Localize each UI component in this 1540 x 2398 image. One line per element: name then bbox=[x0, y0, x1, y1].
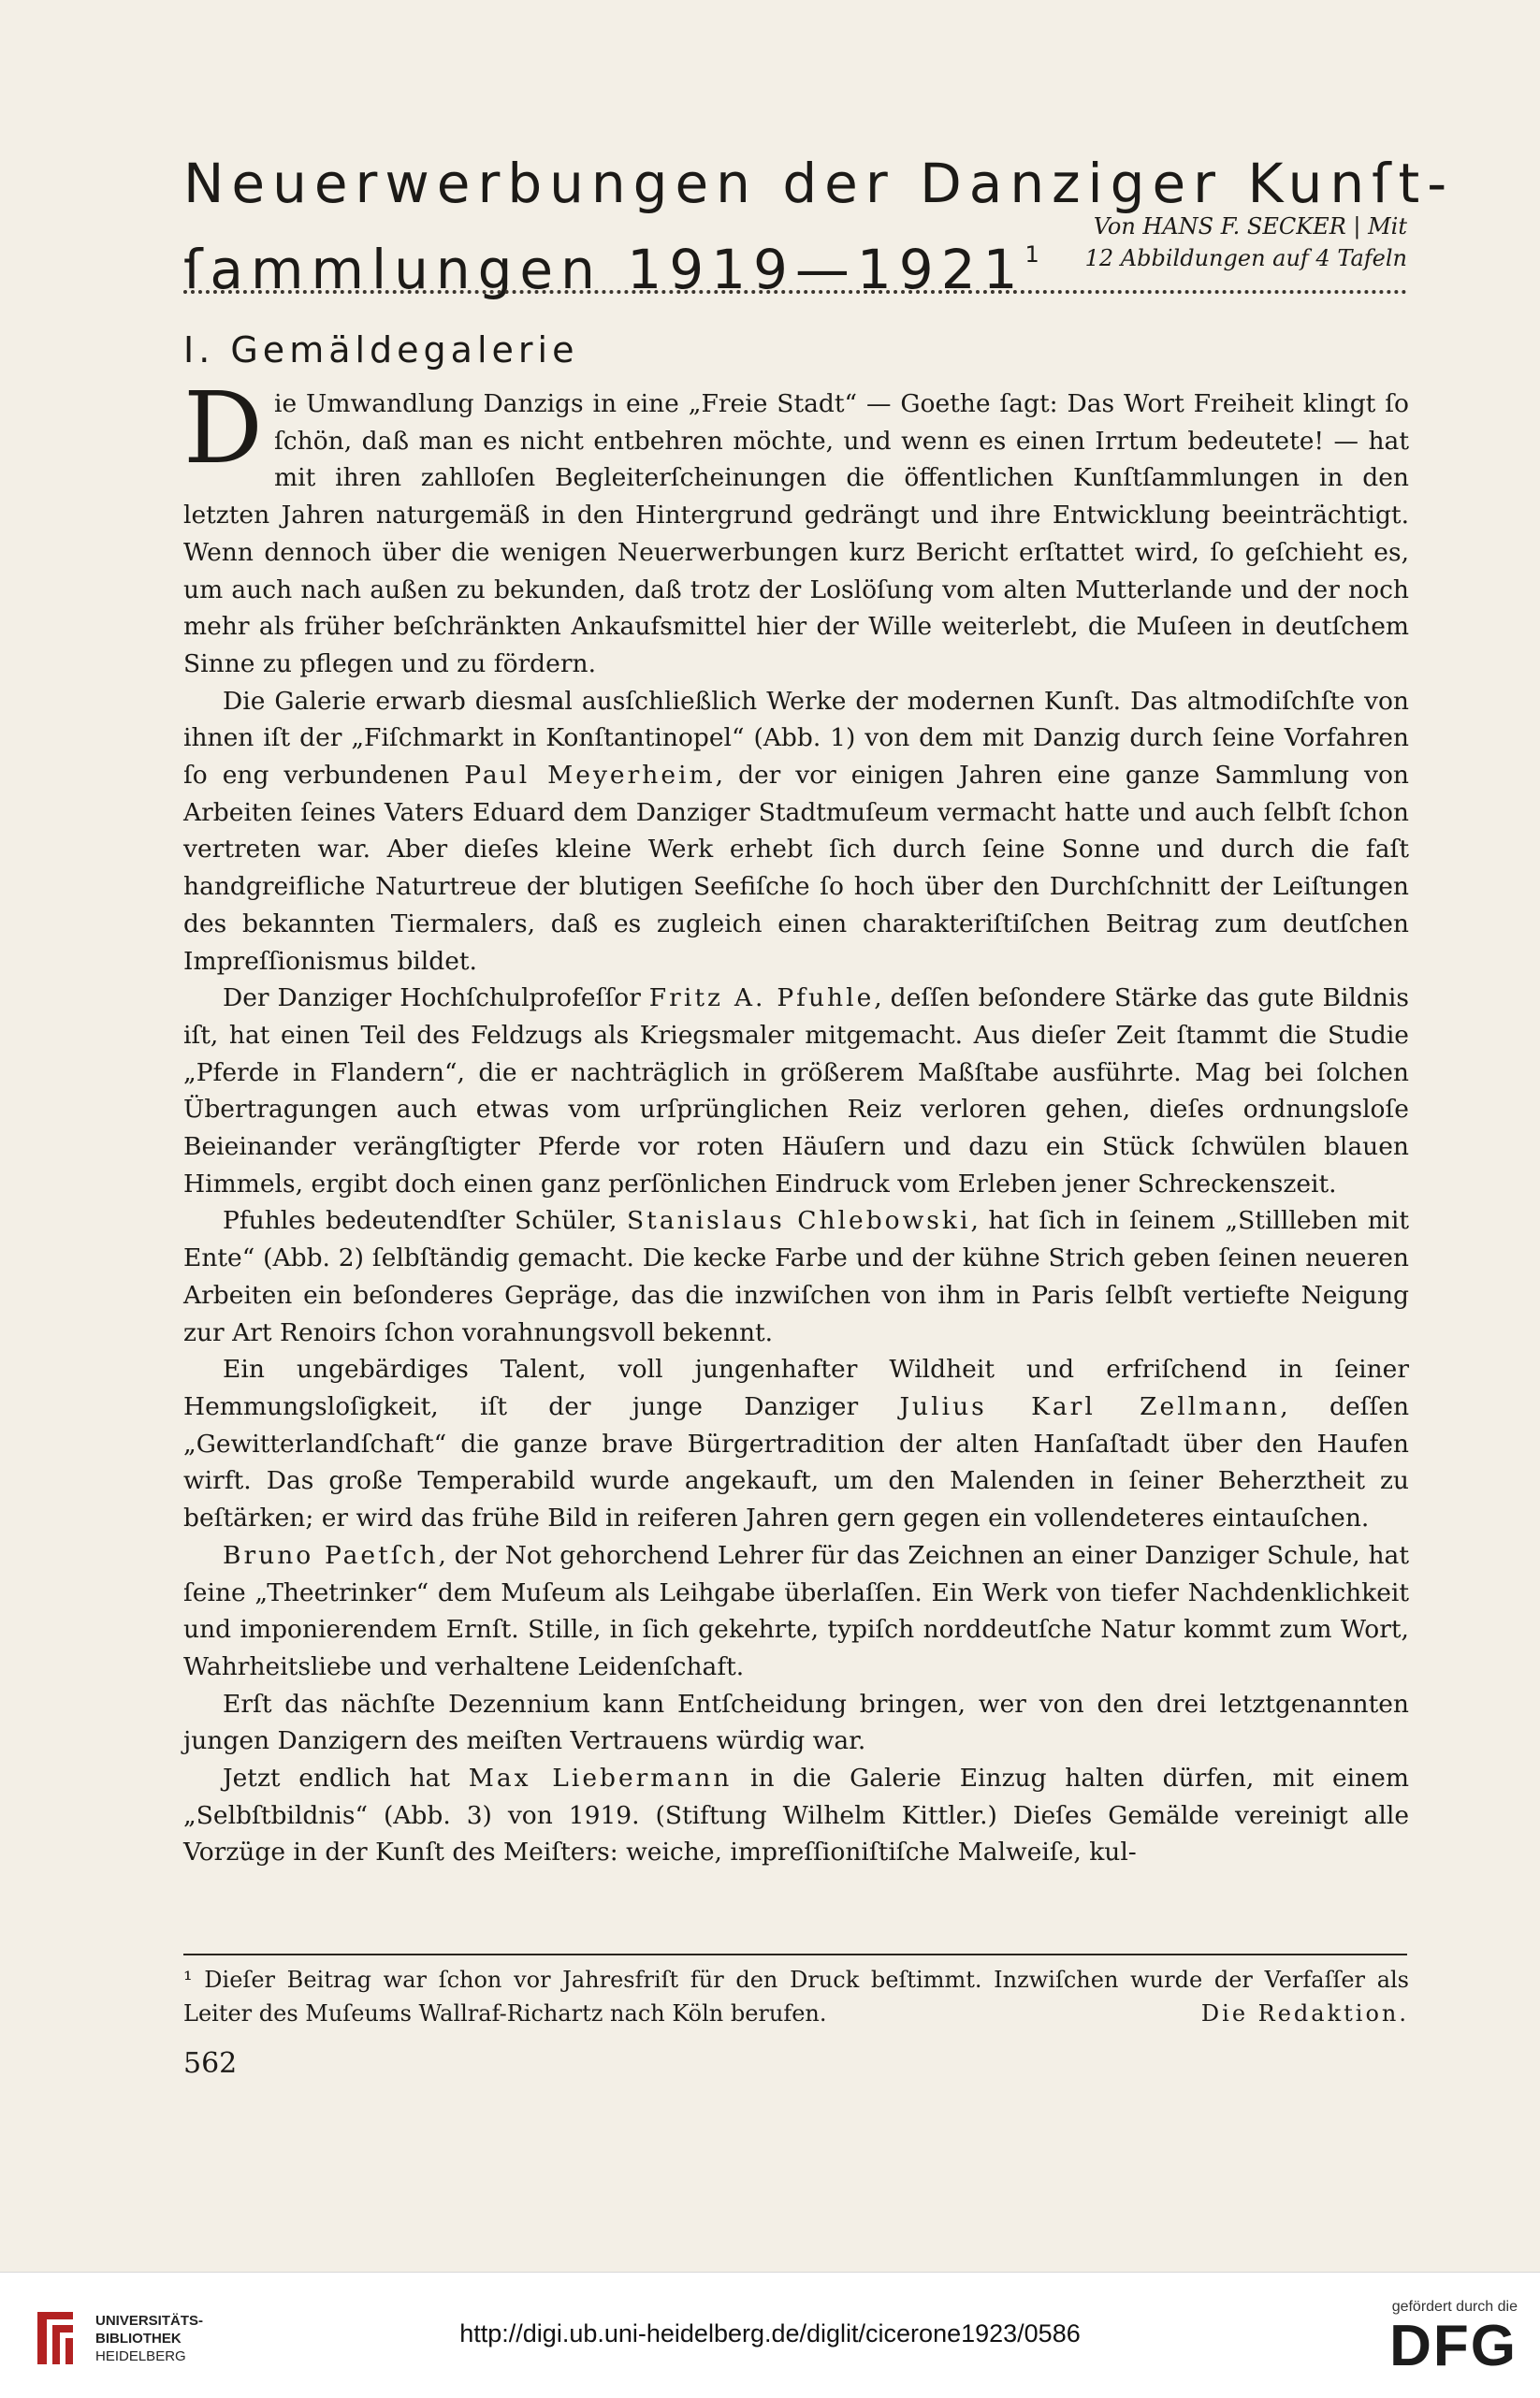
paragraph-2-text-a: Die Galerie erwarb diesmal ausſchließlich Werke der modernen Kunſt. Das altmodiſchſte von ihnen iſt der „Fiſchmarkt in Konſtantinopel“ (Abb. 1) von dem mit Danzig durch ſeine Vorfahren ſo eng verbundenen bbox=[183, 686, 1409, 791]
artist-name-paetsch: Bruno Paetſch bbox=[223, 1540, 439, 1570]
library-line-2: BIBLIOTHEK bbox=[95, 2330, 182, 2347]
author-byline bbox=[1014, 211, 1407, 274]
paragraph-5-text-a: Ein ungebärdiges Talent, voll jungenhafter Wildheit und erfriſchend in ſeiner Hemmungsloſigkeit, iſt der junge Danziger bbox=[183, 1355, 1409, 1421]
viewer-footer bbox=[0, 2272, 1540, 2398]
section-heading: I. Gemäldegalerie bbox=[183, 329, 579, 371]
artist-name-zellmann: Julius Karl Zellmann bbox=[899, 1391, 1281, 1421]
paragraph-5-text-b: , deſſen „Gewitterlandſchaft“ die ganze brave Bürgertradition der alten Hanſaſtadt über den Haufen wirft. Das große Temperabild wurde angekauft, um den Malenden in ſeiner Beherztheit zu beſtärken; er wird das frühe Bild in reiferen Jahren gern gegen ein vollendeteres eintauſchen. bbox=[183, 1391, 1410, 1533]
funder-note: gefördert durch die bbox=[1391, 2299, 1518, 2315]
artist-name-chlebowski: Stanislaus Chlebowski bbox=[627, 1206, 971, 1236]
paragraph-6 bbox=[183, 1537, 1409, 1686]
byline-line-1: Von HANS F. SECKER | Mit bbox=[1093, 213, 1407, 240]
paragraph-7: Erſt das nächſte Dezennium kann Entſcheidung bringen, wer von den drei letztgenannten jungen Danzigern des meiſten Vertrauens würdig war. bbox=[183, 1689, 1409, 1756]
paragraph-1-text: ie Umwandlung Danzigs in eine „Freie Stadt“ — Goethe ſagt: Das Wort Freiheit klingt ſo ſchön, daß man es nicht entbehren möchte, und wenn es einen Irrtum bedeutete! — hat mit ihren zahlloſen Begleiterſcheinungen die öffentlichen Kunſtſammlungen in den letzten Jahren naturgemäß in den Hintergrund gedrängt und ihre Entwicklung beeinträchtigt. Wenn dennoch über die wenigen Neuerwerbungen kurz Bericht erſtattet wird, ſo geſchieht es, um auch nach außen zu bekunden, daß trotz der Loslöſung vom alten Mutterlande und der noch mehr als früher beſchränkten Ankaufsmittel hier der Wille weiterlebt, die Muſeen in deutſchem Sinne zu pflegen und zu fördern. bbox=[183, 389, 1409, 678]
footnote bbox=[183, 1963, 1409, 2030]
title-footnote-mark: 1 bbox=[1024, 241, 1039, 268]
paragraph-4 bbox=[183, 1202, 1409, 1351]
article-body bbox=[183, 371, 1410, 1871]
paragraph-8-text-b: in die Galerie Einzug halten dürfen, mit einem „Selbſtbildnis“ (Abb. 3) von 1919. (Stiftung Wilhelm Kittler.) Dieſes Gemälde vereinigt alle Vorzüge in der Kunſt des Meiſters: weiche, impreſſioniſtiſche Malweiſe, kul- bbox=[183, 1764, 1409, 1868]
paragraph-3-text-a: Der Danziger Hochſchulprofeſſor bbox=[223, 983, 649, 1013]
page-number: 562 bbox=[183, 2047, 238, 2080]
paragraph-8 bbox=[183, 1760, 1409, 1871]
footnote-rule bbox=[183, 1954, 1407, 1955]
library-line-1: UNIVERSITÄTS- bbox=[95, 2312, 204, 2329]
title-line-1: Neuerwerbungen der Danziger Kunſt- bbox=[183, 152, 1455, 215]
artist-name-meyerheim: Paul Meyerheim bbox=[464, 761, 716, 791]
paragraph-4-text-b: , hat ſich in ſeinem „Stillleben mit Ente“ (Abb. 2) ſelbſtändig gemacht. Die kecke Farbe und der kühne Strich geben ſeinen neueren Arbeiten ein beſonderes Gepräge, das die inzwiſchen von ihm in Paris ſelbſt vertiefte Neigung zur Art Renoirs ſchon vorahnungsvoll bekennt. bbox=[183, 1206, 1409, 1347]
footnote-signature: Die Redaktion. bbox=[1200, 2000, 1409, 2027]
paragraph-2-text-b: , der vor einigen Jahren eine ganze Sammlung von Arbeiten ſeines Vaters Eduard dem Danziger Stadtmuſeum vermacht hatte und auch ſelbſt ſchon vertreten war. Aber dieſes kleine Werk erhebt ſich durch ſeine Sonne und durch die faſt handgreifliche Naturtreue der blutigen Seefiſche ſo hoch über den Durchſchnitt der Leiſtungen des bekannten Tiermalers, daß es zugleich einen charakteriſtiſchen Beitrag zum deutſchen Impreſſionismus bildet. bbox=[183, 761, 1409, 976]
paragraph-2 bbox=[183, 683, 1409, 981]
paragraph-3 bbox=[183, 980, 1409, 1202]
title-line-2-text: ſammlungen 1919—1921 bbox=[183, 238, 1025, 301]
artist-name-pfuhle: Fritz A. Pfuhle bbox=[648, 983, 875, 1013]
paragraph-3-text-b: , deſſen beſondere Stärke das gute Bildnis iſt, hat einen Teil des Feldzugs als Kriegsmaler mitgemacht. Aus dieſer Zeit ſtammt die Studie „Pferde in Flandern“, die er nachträglich in größerem Maßſtabe ausführte. Mag bei ſolchen Übertragungen auch etwas vom urſprünglichen Reiz verloren gehen, dieſes ordnungsloſe Beieinander verängſtigter Pferde vor roten Häuſern und dazu ein Stück ſchwülen blauen Himmels, ergibt doch einen ganz perſönlichen Eindruck vom Erleben jener Schreckenszeit. bbox=[183, 983, 1410, 1199]
paragraph-4-text-a: Pfuhles bedeutendſter Schüler, bbox=[223, 1206, 628, 1236]
artist-name-liebermann: Max Liebermann bbox=[468, 1764, 733, 1794]
library-line-3: HEIDELBERG bbox=[95, 2347, 186, 2364]
paragraph-1 bbox=[183, 371, 1409, 683]
paragraph-6-text-b: , der Not gehorchend Lehrer für das Zeichnen an einer Danziger Schule, hat ſeine „Theetrinker“ dem Muſeum als Leihgabe überlaſſen. Ein Werk von tiefer Nachdenklichkeit und imponierendem Ernſt. Stille, in ſich gekehrte, typiſch norddeutſche Natur kommt zum Wort, Wahrheitsliebe und verhaltene Leidenſchaft. bbox=[183, 1540, 1409, 1681]
document-url-link[interactable]: http://digi.ub.uni-heidelberg.de/diglit/cicerone1923/0586 bbox=[459, 2319, 1081, 2347]
paragraph-8-text-a: Jetzt endlich hat bbox=[223, 1764, 469, 1794]
paragraph-5 bbox=[183, 1351, 1409, 1537]
footnote-text: ¹ Dieſer Beitrag war ſchon vor Jahresfriſt für den Druck beſtimmt. Inzwiſchen wurde der Verfaſſer als Leiter des Muſeums Wallraf-Richartz nach Köln berufen. bbox=[183, 1967, 1409, 2027]
drop-cap: D bbox=[183, 371, 263, 486]
dfg-wordmark: DFG bbox=[1389, 2314, 1518, 2378]
dfg-logo[interactable] bbox=[1330, 2299, 1518, 2377]
byline-line-2: 12 Abbildungen auf 4 Tafeln bbox=[1084, 245, 1407, 271]
dotted-divider bbox=[183, 290, 1407, 294]
